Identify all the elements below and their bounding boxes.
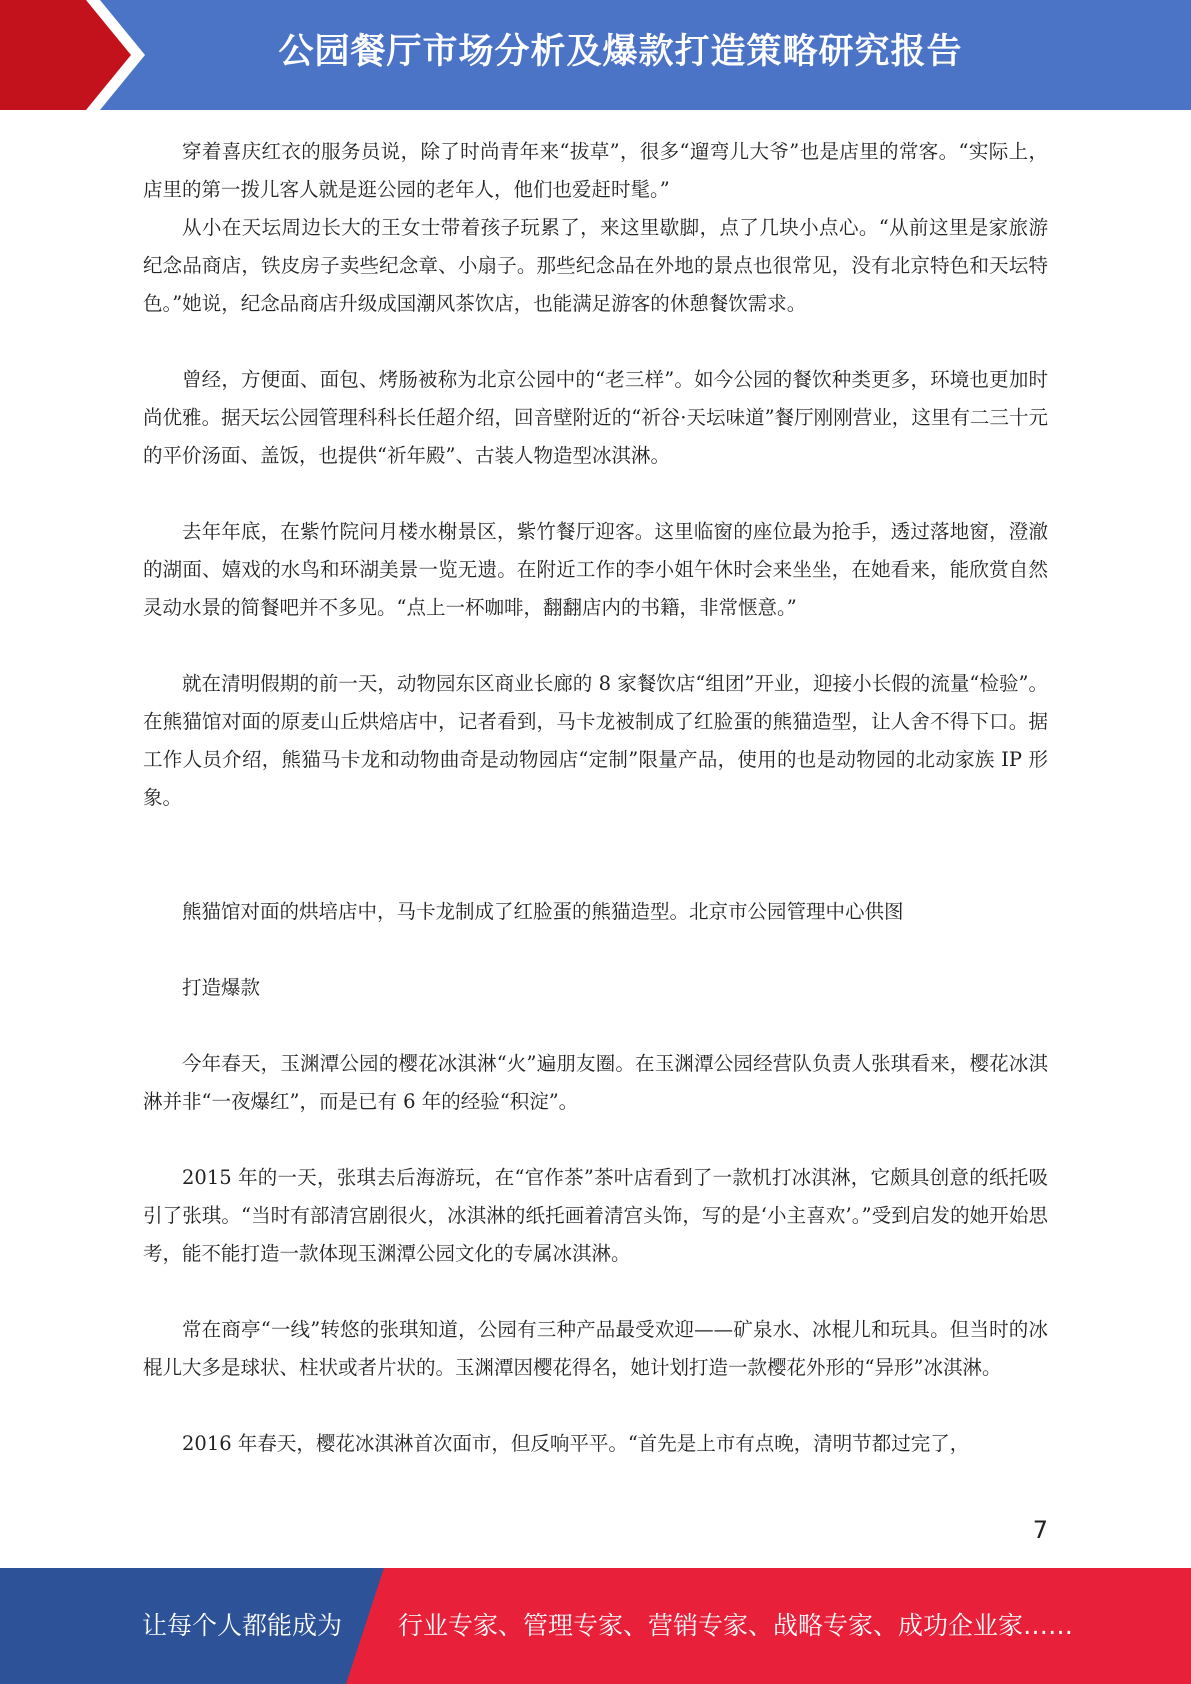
paragraph: 今年春天，玉渊潭公园的樱花冰淇淋“火”遍朋友圈。在玉渊潭公园经营队负责人张琪看来，樱花冰淇淋并非“一夜爆红”，而是已有 6 年的经验“积淀”。 (143, 1052, 1048, 1113)
section-heading: 打造爆款 (182, 976, 261, 999)
paragraph: 常在商亭“一线”转悠的张琪知道，公园有三种产品最受欢迎——矿泉水、冰棍儿和玩具。但当时的冰棍儿大多是球状、柱状或者片状的。玉渊潭因樱花得名，她计划打造一款樱花外形的“异形”冰淇淋。 (143, 1318, 1048, 1379)
footer-banner (0, 1568, 1191, 1684)
footer-slogan-right: 行业专家、管理专家、营销专家、战略专家、成功企业家…… (398, 1611, 1074, 1640)
paragraph: 2016 年春天，樱花冰淇淋首次面市，但反响平平。“首先是上市有点晚，清明节都过完了， (182, 1432, 970, 1455)
article-body (143, 133, 1048, 1463)
report-title: 公园餐厅市场分析及爆款打造策略研究报告 (278, 32, 963, 72)
paragraph: 去年年底，在紫竹院问月楼水榭景区，紫竹餐厅迎客。这里临窗的座位最为抢手，透过落地窗，澄澈的湖面、嬉戏的水鸟和环湖美景一览无遗。在附近工作的李小姐午休时会来坐坐，在她看来，能欣赏自然灵动水景的简餐吧并不多见。“点上一杯咖啡，翻翻店内的书籍，非常惬意。” (143, 520, 1048, 619)
image-caption: 熊猫馆对面的烘培店中，马卡龙制成了红脸蛋的熊猫造型。北京市公园管理中心供图 (182, 900, 904, 923)
paragraph: 2015 年的一天，张琪去后海游玩，在“官作茶”茶叶店看到了一款机打冰淇淋，它颇具创意的纸托吸引了张琪。“当时有部清宫剧很火，冰淇淋的纸托画着清宫头饰，写的是‘小主喜欢’。”受到启发的她开始思考，能不能打造一款体现玉渊潭公园文化的专属冰淇淋。 (143, 1166, 1048, 1265)
footer-slogan-left: 让每个人都能成为 (142, 1611, 343, 1640)
paragraph: 从小在天坛周边长大的王女士带着孩子玩累了，来这里歇脚，点了几块小点心。“从前这里是家旅游纪念品商店，铁皮房子卖些纪念章、小扇子。那些纪念品在外地的景点也很常见，没有北京特色和天坛特色。”她说，纪念品商店升级成国潮风茶饮店，也能满足游客的休憩餐饮需求。 (143, 216, 1048, 315)
page-number: 7 (1032, 1516, 1048, 1544)
red-arrow-decoration (0, 0, 160, 110)
paragraph: 就在清明假期的前一天，动物园东区商业长廊的 8 家餐饮店“组团”开业，迎接小长假的流量“检验”。在熊猫馆对面的原麦山丘烘焙店中，记者看到，马卡龙被制成了红脸蛋的熊猫造型，让人舍不得下口。据工作人员介绍，熊猫马卡龙和动物曲奇是动物园店“定制”限量产品，使用的也是动物园的北动家族 IP 形象。 (143, 672, 1048, 809)
paragraph: 穿着喜庆红衣的服务员说，除了时尚青年来“拔草”，很多“遛弯儿大爷”也是店里的常客。“实际上，店里的第一拨儿客人就是逛公园的老年人，他们也爱赶时髦。” (143, 140, 1048, 201)
header-banner (0, 0, 1191, 110)
paragraph: 曾经，方便面、面包、烤肠被称为北京公园中的“老三样”。如今公园的餐饮种类更多，环境也更加时尚优雅。据天坛公园管理科科长任超介绍，回音壁附近的“祈谷·天坛味道”餐厅刚刚营业，这里有二三十元的平价汤面、盖饭，也提供“祈年殿”、古装人物造型冰淇淋。 (143, 368, 1048, 467)
